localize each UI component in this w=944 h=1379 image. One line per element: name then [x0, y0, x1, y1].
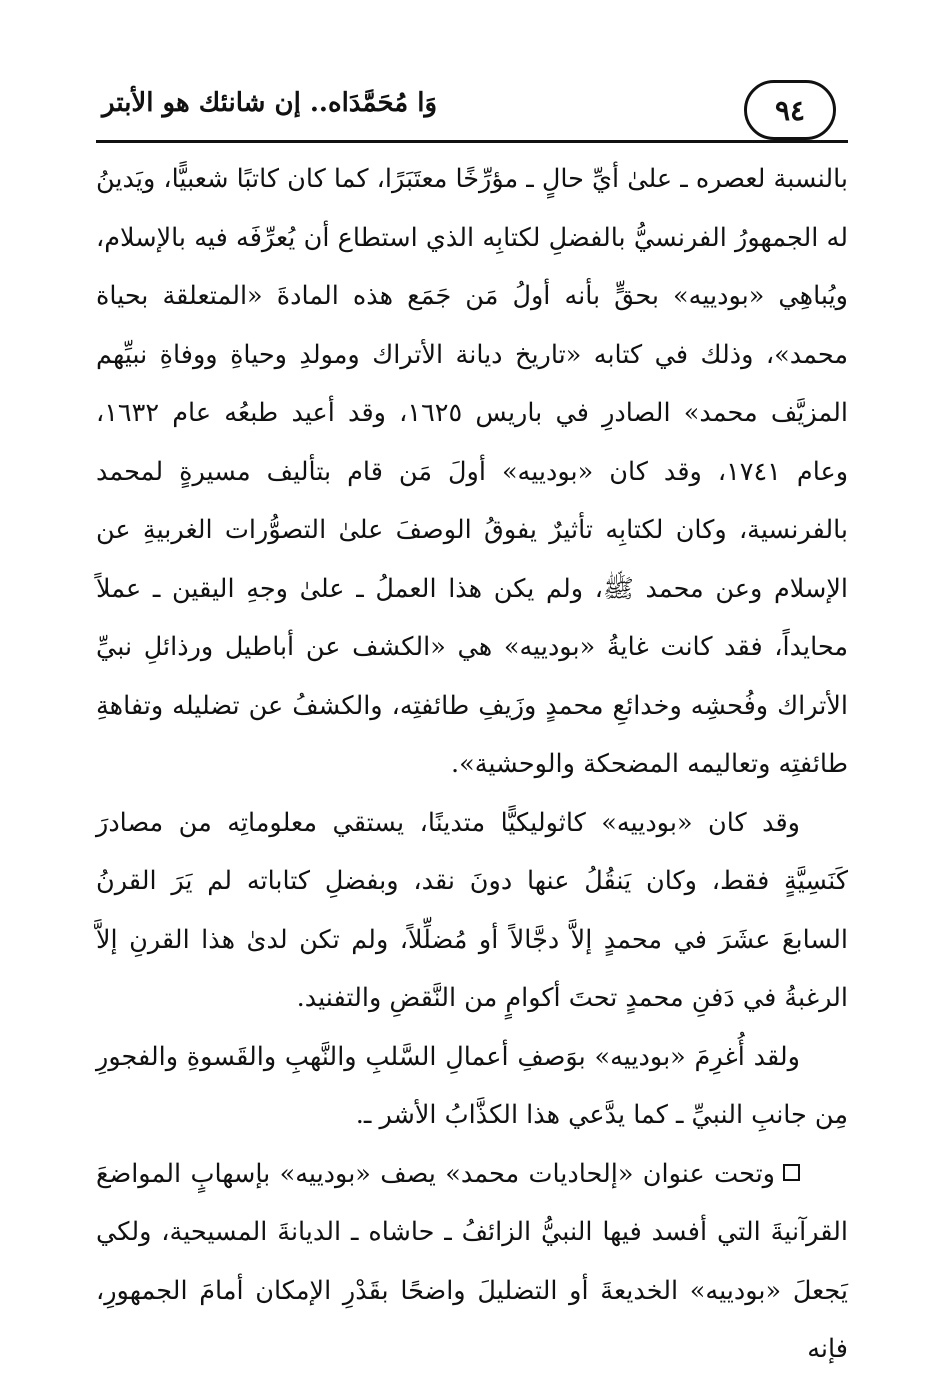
- paragraph-4-text: وتحت عنوان «إلحاديات محمد» يصف «بودييه» بإسهابٍ المواضعَ القرآنيةَ التي أفسد فيها النبيُّ الزائفُ ـ حاشاه ـ الديانةَ المسيحية، ولكي يَجعلَ «بودييه» الخديعةَ أو التضليلَ واضحًا بقَدْرِ الإمكان أمامَ الجمهورِ، فإنه: [96, 1158, 848, 1364]
- square-bullet-icon: [783, 1164, 800, 1181]
- page-header: [96, 78, 848, 143]
- paragraph-2: وقد كان «بودييه» كاثوليكيًّا متدينًا، يستقي معلوماتِه من مصادرَ كَنَسِيَّةٍ فقط، وكان يَنقُلُ عنها دونَ نقد، وبفضلِ كتاباته لم يَرَ القرنُ السابعَ عشَرَ في محمدٍ إلاَّ دجَّالاً أو مُضلِّلاً، ولم تكن لدىٰ هذا القرنِ إلاَّ الرغبةُ في دَفنِ محمدٍ تحتَ أكوامٍ من النَّقضِ والتفنيد.: [96, 807, 848, 1013]
- page-number: ٩٤: [744, 80, 836, 140]
- paragraph-3: ولقد أُغرِمَ «بودييه» بوَصفِ أعمالِ السَّلبِ والنَّهبِ والقَسوةِ والفجورِ مِن جانبِ النبيِّ ـ كما يدَّعي هذا الكذَّابُ الأشر ـ.: [96, 1041, 848, 1130]
- paragraph-1: بالنسبة لعصره ـ علىٰ أيِّ حالٍ ـ مؤرِّخًا معتَبَرًا، كما كان كاتبًا شعبيًّا، ويَدينُ له الجمهورُ الفرنسيُّ بالفضلِ لكتابِه الذي استطاع أن يُعرِّفَه فيه بالإسلام، ويُباهِي «بودييه» بحقٍّ بأنه أولُ مَن جَمَع هذه المادةَ «المتعلقة بحياة محمد»، وذلك في كتابه «تاريخ ديانة الأتراك ومولدِ وحياةِ ووفاةِ نبيِّهم المزيَّف محمد» الصادرِ في باريس ١٦٢٥، وقد أعيد طبعُه عام ١٦٣٢، وعام ١٧٤١، وقد كان «بودييه» أولَ مَن قام بتأليف مسيرةٍ لمحمد بالفرنسية، وكان لكتابِه تأثيرٌ يفوقُ الوصفَ علىٰ التصوُّرات الغربيةِ عن الإسلام وعن محمد ﷺ، ولم يكن هذا العملُ ـ علىٰ وجهِ اليقين ـ عملاً محايداً، فقد كانت غايةُ «بودييه» هي «الكشف عن أباطيل ورذائلِ نبيِّ الأتراك وفُحشِه وخدائعِ محمدٍ وزَيفِ طائفتِه، والكشفُ عن تضليله وتفاهةِ طائفتِه وتعاليمه المضحكة والوحشية».: [96, 164, 849, 779]
- running-title: وَا مُحَمَّدَاه.. إن شانئك هو الأبتر: [102, 88, 438, 118]
- body-text: [96, 150, 848, 1379]
- paragraph-4: [96, 1145, 848, 1379]
